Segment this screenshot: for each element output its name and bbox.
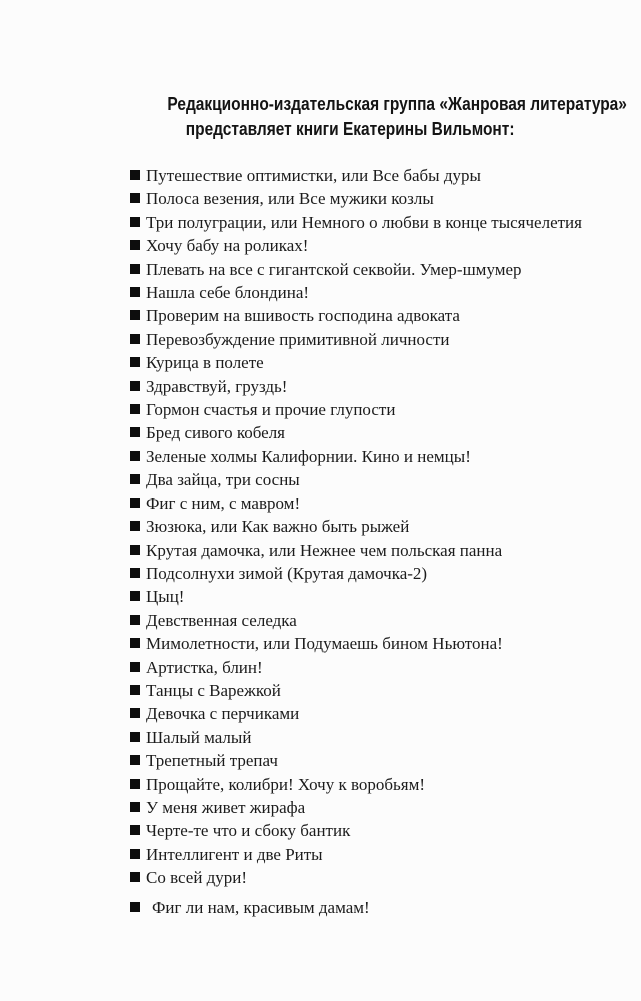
book-title: Полоса везения, или Все мужики козлы: [146, 189, 434, 209]
book-title: Девочка с перчиками: [146, 704, 300, 724]
list-item: [130, 258, 600, 281]
square-bullet-icon: [130, 615, 140, 625]
book-title: Проверим на вшивость господина адвоката: [146, 306, 460, 326]
list-item: [130, 211, 600, 234]
list-item: [130, 609, 600, 632]
book-title: Нашла себе блондина!: [146, 283, 310, 303]
list-item: [130, 562, 600, 585]
square-bullet-icon: [130, 802, 140, 812]
list-item: [130, 515, 600, 538]
square-bullet-icon: [130, 872, 140, 882]
list-item: [130, 304, 600, 327]
list-item: [130, 421, 600, 444]
book-title: Здравствуй, груздь!: [146, 376, 288, 396]
square-bullet-icon: [130, 568, 140, 578]
list-item: [130, 749, 600, 772]
book-title: Путешествие оптимистки, или Все бабы дуры: [146, 166, 481, 185]
book-title: Трепетный трепач: [146, 751, 278, 771]
list-item: [130, 819, 600, 842]
book-title: Два зайца, три сосны: [146, 470, 300, 490]
book-title: Бред сивого кобеля: [146, 423, 286, 443]
book-title: Шалый малый: [146, 727, 252, 747]
book-title: Плевать на все с гигантской секвойи. Умер-шмумер: [146, 259, 522, 279]
list-item: [130, 468, 600, 491]
book-title: Три полуграции, или Немного о любви в конце тысячелетия: [146, 212, 582, 232]
square-bullet-icon: [130, 287, 140, 297]
list-item: [130, 632, 600, 655]
book-list: [130, 164, 600, 919]
list-item: [130, 187, 600, 210]
list-item: [130, 585, 600, 608]
square-bullet-icon: [130, 591, 140, 601]
square-bullet-icon: [130, 545, 140, 555]
square-bullet-icon: [130, 755, 140, 765]
square-bullet-icon: [130, 357, 140, 367]
square-bullet-icon: [130, 662, 140, 672]
list-item: [130, 896, 600, 919]
book-title: Цыц!: [146, 587, 185, 607]
square-bullet-icon: [130, 779, 140, 789]
book-title: Гормон счастья и прочие глупости: [146, 400, 396, 420]
book-title: Танцы с Варежкой: [146, 680, 281, 700]
square-bullet-icon: [130, 240, 140, 250]
square-bullet-icon: [130, 685, 140, 695]
list-item: [130, 796, 600, 819]
list-item: [130, 281, 600, 304]
square-bullet-icon: [130, 217, 140, 227]
book-title: Зеленые холмы Калифорнии. Кино и немцы!: [146, 446, 471, 466]
book-title: Девственная селедка: [146, 610, 297, 630]
book-title: Артистка, блин!: [146, 657, 263, 677]
list-item: [130, 351, 600, 374]
book-title: Крутая дамочка, или Нежнее чем польская панна: [146, 540, 503, 560]
list-item: [130, 164, 600, 187]
book-title: Интеллигент и две Риты: [146, 844, 323, 864]
book-title: Хочу бабу на роликах!: [146, 236, 309, 256]
list-item: [130, 539, 600, 562]
list-item: [130, 726, 600, 749]
book-title: Фиг с ним, с мавром!: [146, 493, 301, 513]
list-item: [130, 328, 600, 351]
book-title: Перевозбуждение примитивной личности: [146, 329, 450, 349]
list-item: [130, 702, 600, 725]
header-line-1: Редакционно-издательская группа «Жанровая литература»: [167, 94, 627, 114]
list-item: [130, 866, 600, 889]
book-title: Курица в полете: [146, 353, 264, 373]
square-bullet-icon: [130, 521, 140, 531]
square-bullet-icon: [130, 708, 140, 718]
square-bullet-icon: [130, 849, 140, 859]
square-bullet-icon: [130, 474, 140, 484]
book-title: Зюзюка, или Как важно быть рыжей: [146, 517, 410, 537]
square-bullet-icon: [130, 404, 140, 414]
book-title: Черте-те что и сбоку бантик: [146, 821, 351, 841]
square-bullet-icon: [130, 902, 140, 912]
square-bullet-icon: [130, 732, 140, 742]
list-item: [130, 445, 600, 468]
square-bullet-icon: [130, 498, 140, 508]
book-title: Прощайте, колибри! Хочу к воробьям!: [146, 774, 426, 794]
square-bullet-icon: [130, 825, 140, 835]
list-item: [130, 679, 600, 702]
page-header: [130, 92, 627, 142]
square-bullet-icon: [130, 310, 140, 320]
list-item: [130, 398, 600, 421]
square-bullet-icon: [130, 193, 140, 203]
list-item: [130, 375, 600, 398]
list-item: [130, 656, 600, 679]
square-bullet-icon: [130, 427, 140, 437]
list-item: [130, 773, 600, 796]
square-bullet-icon: [130, 170, 140, 180]
book-title: Со всей дури!: [146, 868, 248, 888]
list-item: [130, 843, 600, 866]
square-bullet-icon: [130, 334, 140, 344]
header-line-2: представляет книги Екатерины Вильмонт:: [185, 119, 515, 139]
book-title: Фиг ли нам, красивым дамам!: [152, 897, 370, 917]
square-bullet-icon: [130, 381, 140, 391]
book-title: Мимолетности, или Подумаешь бином Ньютона!: [146, 634, 503, 654]
square-bullet-icon: [130, 638, 140, 648]
square-bullet-icon: [130, 451, 140, 461]
list-item: [130, 492, 600, 515]
square-bullet-icon: [130, 264, 140, 274]
book-title: У меня живет жирафа: [146, 797, 306, 817]
book-title: Подсолнухи зимой (Крутая дамочка-2): [146, 563, 428, 583]
list-item: [130, 234, 600, 257]
